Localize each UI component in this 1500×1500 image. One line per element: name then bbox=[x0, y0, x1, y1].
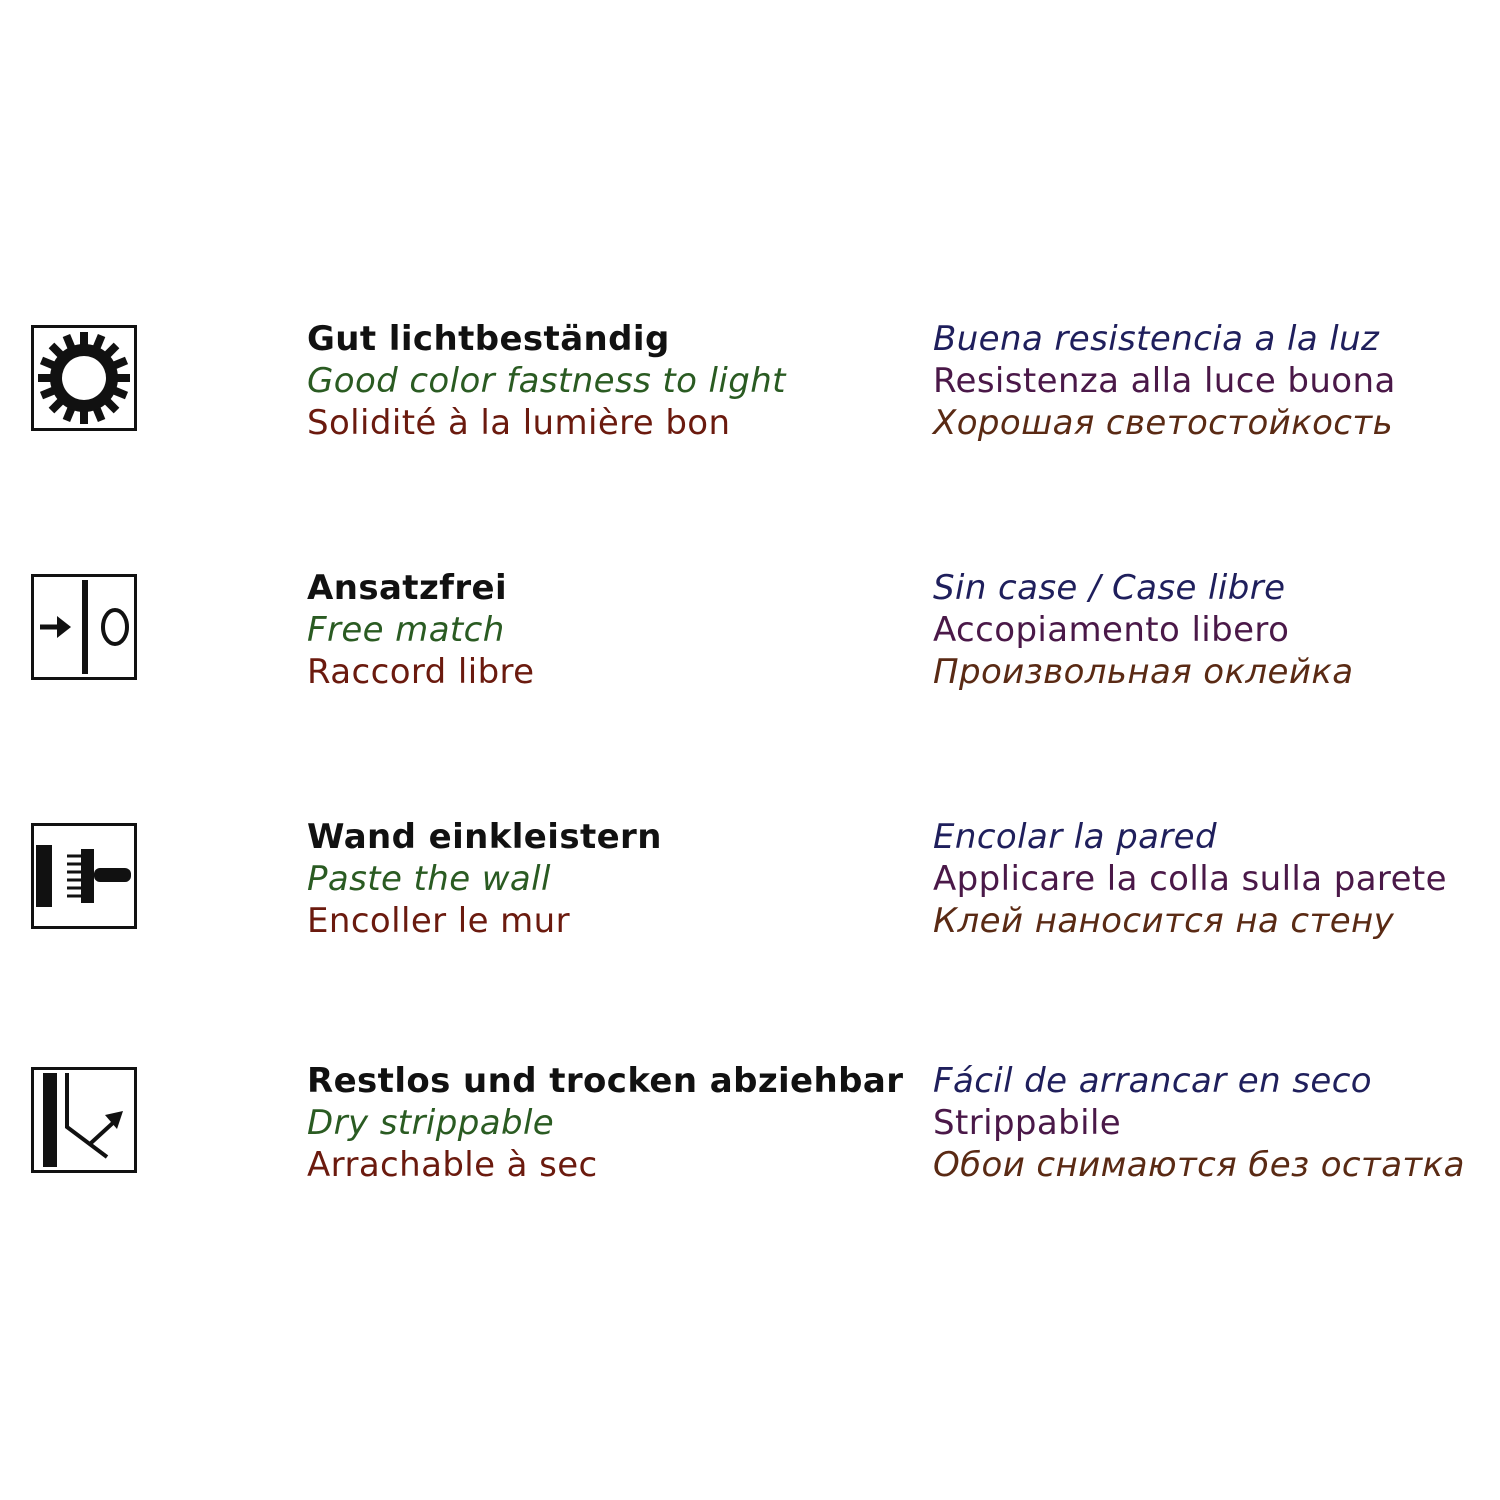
symbol-row-free-match bbox=[0, 567, 1500, 707]
left-text-column bbox=[307, 318, 907, 444]
label-italian: Resistenza alla luce buona bbox=[933, 361, 1396, 401]
label-french: Encoller le mur bbox=[307, 901, 570, 941]
right-text-column bbox=[933, 816, 1493, 942]
right-text-column bbox=[933, 1060, 1493, 1186]
label-russian: Обои снимаются без остатка bbox=[933, 1145, 1465, 1185]
label-russian: Клей наносится на стену bbox=[933, 901, 1395, 941]
label-russian: Хорошая светостойкость bbox=[933, 403, 1394, 443]
label-german: Wand einkleistern bbox=[307, 817, 662, 857]
dry-strippable-icon bbox=[31, 1067, 137, 1173]
label-spanish: Fácil de arrancar en seco bbox=[933, 1061, 1372, 1101]
right-text-column bbox=[933, 318, 1493, 444]
right-text-column bbox=[933, 567, 1493, 693]
paste-the-wall-icon bbox=[31, 823, 137, 929]
label-russian: Произвольная оклейка bbox=[933, 652, 1354, 692]
label-english: Free match bbox=[307, 610, 505, 650]
label-french: Raccord libre bbox=[307, 652, 535, 692]
label-english: Good color fastness to light bbox=[307, 361, 786, 401]
label-german: Gut lichtbeständig bbox=[307, 319, 670, 359]
label-italian: Applicare la colla sulla parete bbox=[933, 859, 1447, 899]
label-french: Solidité à la lumière bon bbox=[307, 403, 731, 443]
label-spanish: Encolar la pared bbox=[933, 817, 1217, 857]
label-italian: Accopiamento libero bbox=[933, 610, 1290, 650]
symbol-row-paste-the-wall bbox=[0, 816, 1500, 956]
label-german: Ansatzfrei bbox=[307, 568, 508, 608]
left-text-column bbox=[307, 567, 907, 693]
sun-light-fastness-icon bbox=[31, 325, 137, 431]
label-french: Arrachable à sec bbox=[307, 1145, 598, 1185]
left-text-column bbox=[307, 816, 907, 942]
label-german: Restlos und trocken abziehbar bbox=[307, 1061, 904, 1101]
label-english: Dry strippable bbox=[307, 1103, 555, 1143]
symbol-row-dry-strippable bbox=[0, 1060, 1500, 1200]
label-spanish: Buena resistencia a la luz bbox=[933, 319, 1380, 359]
label-italian: Strippabile bbox=[933, 1103, 1122, 1143]
left-text-column bbox=[307, 1060, 907, 1186]
label-english: Paste the wall bbox=[307, 859, 551, 899]
free-match-icon bbox=[31, 574, 137, 680]
symbol-row-light-fastness bbox=[0, 318, 1500, 458]
label-spanish: Sin case / Case libre bbox=[933, 568, 1286, 608]
